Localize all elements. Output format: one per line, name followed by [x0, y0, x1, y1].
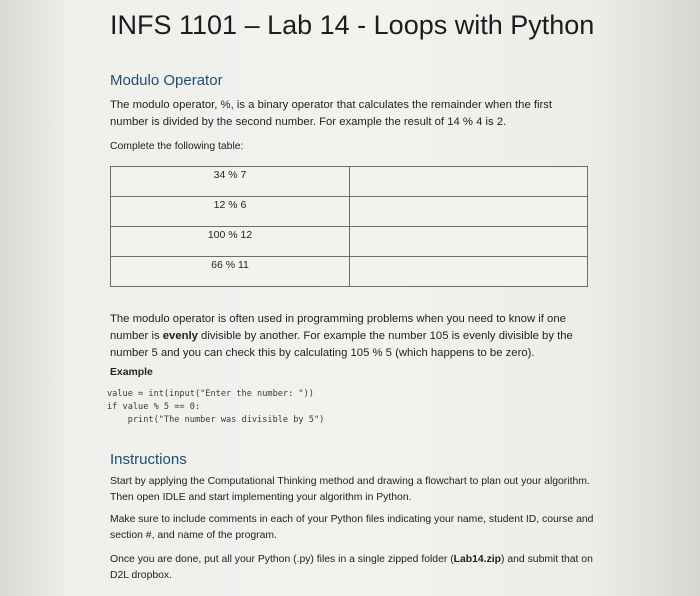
modulo-heading: Modulo Operator	[110, 72, 223, 89]
table-cell-answer	[350, 167, 588, 197]
table-row	[111, 257, 588, 287]
modulo-table	[110, 166, 588, 287]
table-prompt: Complete the following table:	[110, 141, 244, 152]
instructions-paragraph-3: Once you are done, put all your Python (.py) files in a single zipped folder (Lab14.zip) and submit that on D2L dropbox.	[110, 554, 593, 581]
example-label: Example	[110, 367, 153, 378]
instructions-paragraph-1: Start by applying the Computational Thinking method and drawing a flowchart to plan out your algorithm. Then open IDLE and start implementing your algorithm in Python.	[110, 476, 590, 503]
page-title: INFS 1101 – Lab 14 - Loops with Python	[110, 10, 595, 40]
table-row	[111, 227, 588, 257]
table-cell-expression: 34 % 7	[111, 167, 350, 197]
table-row	[111, 197, 588, 227]
modulo-paragraph: The modulo operator is often used in programming problems when you need to know if one number is evenly divisible by another. For example the number 105 is evenly divisible by the number 5 and you can check this by calculating 105 % 5 (which happens to be zero).	[110, 313, 573, 359]
table-cell-answer	[350, 227, 588, 257]
table-cell-answer	[350, 257, 588, 287]
table-cell-expression: 12 % 6	[111, 197, 350, 227]
instructions-paragraph-2: Make sure to include comments in each of your Python files indicating your name, student ID, course and section #, and name of the program.	[110, 514, 594, 541]
table-row	[111, 167, 588, 197]
table-cell-expression: 100 % 12	[111, 227, 350, 257]
table-cell-answer	[350, 197, 588, 227]
instructions-heading: Instructions	[110, 451, 187, 468]
code-example: value = int(input("Enter the number: ")) if value % 5 == 0: print("The number was divisible by 5")	[107, 389, 325, 425]
modulo-intro: The modulo operator, %, is a binary operator that calculates the remainder when the first number is divided by the second number. For example the result of 14 % 4 is 2.	[110, 99, 553, 128]
table-cell-expression: 66 % 11	[111, 257, 350, 287]
